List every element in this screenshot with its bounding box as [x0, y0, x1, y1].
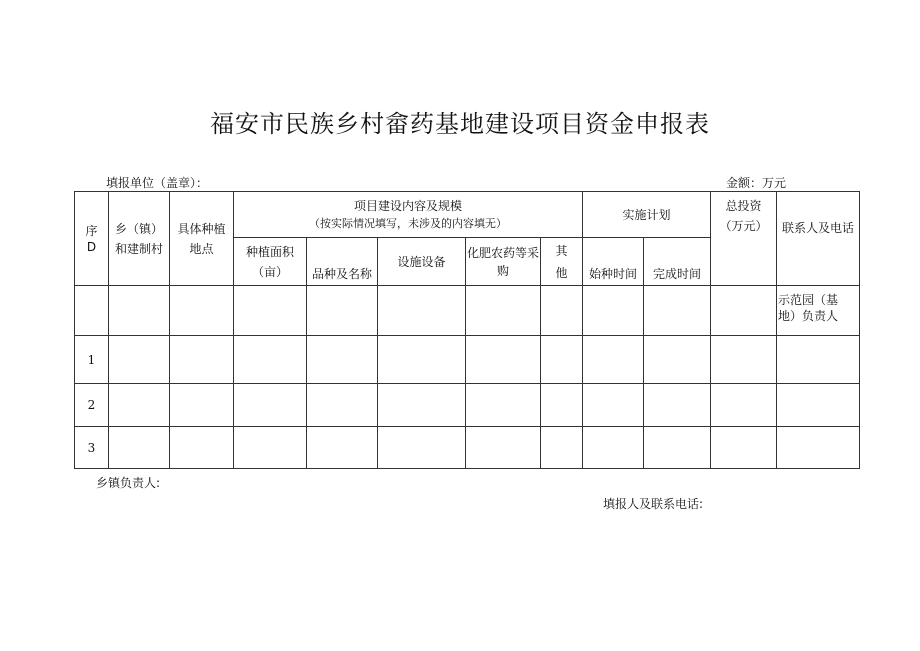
- table-cell[interactable]: [583, 427, 644, 469]
- table-cell[interactable]: [583, 336, 644, 384]
- table-cell[interactable]: [109, 427, 170, 469]
- table-cell[interactable]: [711, 286, 777, 336]
- town-leader-label: 乡镇负责人:: [96, 476, 161, 490]
- header-other: 其他: [541, 238, 583, 286]
- table-cell[interactable]: [711, 427, 777, 469]
- table-cell[interactable]: [75, 286, 109, 336]
- table-cell[interactable]: [378, 384, 466, 427]
- project-content-note: （按实际情况填写，未涉及的内容填无）: [309, 216, 507, 230]
- table-cell[interactable]: [378, 336, 466, 384]
- table-cell[interactable]: [583, 286, 644, 336]
- table-cell[interactable]: [711, 336, 777, 384]
- table-row: [75, 384, 860, 427]
- header-facility: 设施设备: [378, 238, 466, 286]
- table-cell[interactable]: [541, 336, 583, 384]
- table-cell[interactable]: [109, 286, 170, 336]
- table-cell[interactable]: [541, 427, 583, 469]
- reporting-unit-label: 填报单位（盖章）：: [106, 176, 209, 190]
- header-planting-site: 具体种植地点: [170, 192, 234, 286]
- table-cell[interactable]: [109, 384, 170, 427]
- header-finish-time: 完成时间: [644, 238, 711, 286]
- application-table: [74, 191, 860, 469]
- table-cell[interactable]: [777, 336, 860, 384]
- table-cell[interactable]: [541, 384, 583, 427]
- row-number: 2: [75, 384, 109, 427]
- table-cell[interactable]: [307, 427, 378, 469]
- table-cell[interactable]: [234, 427, 307, 469]
- table-cell[interactable]: [466, 384, 541, 427]
- header-seq: 序D: [75, 192, 109, 286]
- table-cell[interactable]: [644, 427, 711, 469]
- table-row: [75, 286, 860, 336]
- table-cell[interactable]: [711, 384, 777, 427]
- table-cell[interactable]: [541, 286, 583, 336]
- table-cell[interactable]: [307, 336, 378, 384]
- table-cell[interactable]: [170, 427, 234, 469]
- table-row: [75, 336, 860, 384]
- row-number: 3: [75, 427, 109, 469]
- table-row: [75, 427, 860, 469]
- header-variety: 品种及名称: [307, 238, 378, 286]
- table-cell[interactable]: [170, 384, 234, 427]
- table-cell[interactable]: [777, 427, 860, 469]
- table-cell[interactable]: [644, 384, 711, 427]
- table-cell[interactable]: [234, 336, 307, 384]
- table-cell[interactable]: [307, 384, 378, 427]
- header-contact: 联系人及电话: [777, 192, 860, 286]
- header-town-village: 乡（镇）和建制村: [109, 192, 170, 286]
- table-cell[interactable]: [234, 286, 307, 336]
- table-cell[interactable]: [644, 286, 711, 336]
- table-cell[interactable]: [170, 286, 234, 336]
- table-cell[interactable]: [583, 384, 644, 427]
- amount-unit-label: 金额：万元: [726, 176, 787, 190]
- table-cell[interactable]: [466, 286, 541, 336]
- header-project-content: [234, 192, 583, 238]
- table-cell[interactable]: [170, 336, 234, 384]
- header-implementation-plan: 实施计划: [583, 192, 711, 238]
- table-cell[interactable]: [644, 336, 711, 384]
- row-number: 1: [75, 336, 109, 384]
- page-title: 福安市民族乡村畲药基地建设项目资金申报表: [210, 110, 710, 138]
- contact-note-cell[interactable]: [777, 286, 860, 336]
- table-cell[interactable]: [109, 336, 170, 384]
- header-start-time: 始种时间: [583, 238, 644, 286]
- table-cell[interactable]: [466, 336, 541, 384]
- header-total-investment: 总投资（万元）: [711, 192, 777, 286]
- project-content-title: 项目建设内容及规模: [354, 198, 463, 213]
- table-cell[interactable]: [777, 384, 860, 427]
- header-fertilizer: 化肥农药等采购: [466, 238, 541, 286]
- table-cell[interactable]: [378, 286, 466, 336]
- table-cell[interactable]: [378, 427, 466, 469]
- contact-note: 示范园（基地）负责人: [778, 293, 839, 323]
- table-cell[interactable]: [466, 427, 541, 469]
- header-area: 种植面积（亩）: [234, 238, 307, 286]
- table-cell[interactable]: [234, 384, 307, 427]
- reporter-contact-label: 填报人及联系电话:: [603, 497, 704, 511]
- table-cell[interactable]: [307, 286, 378, 336]
